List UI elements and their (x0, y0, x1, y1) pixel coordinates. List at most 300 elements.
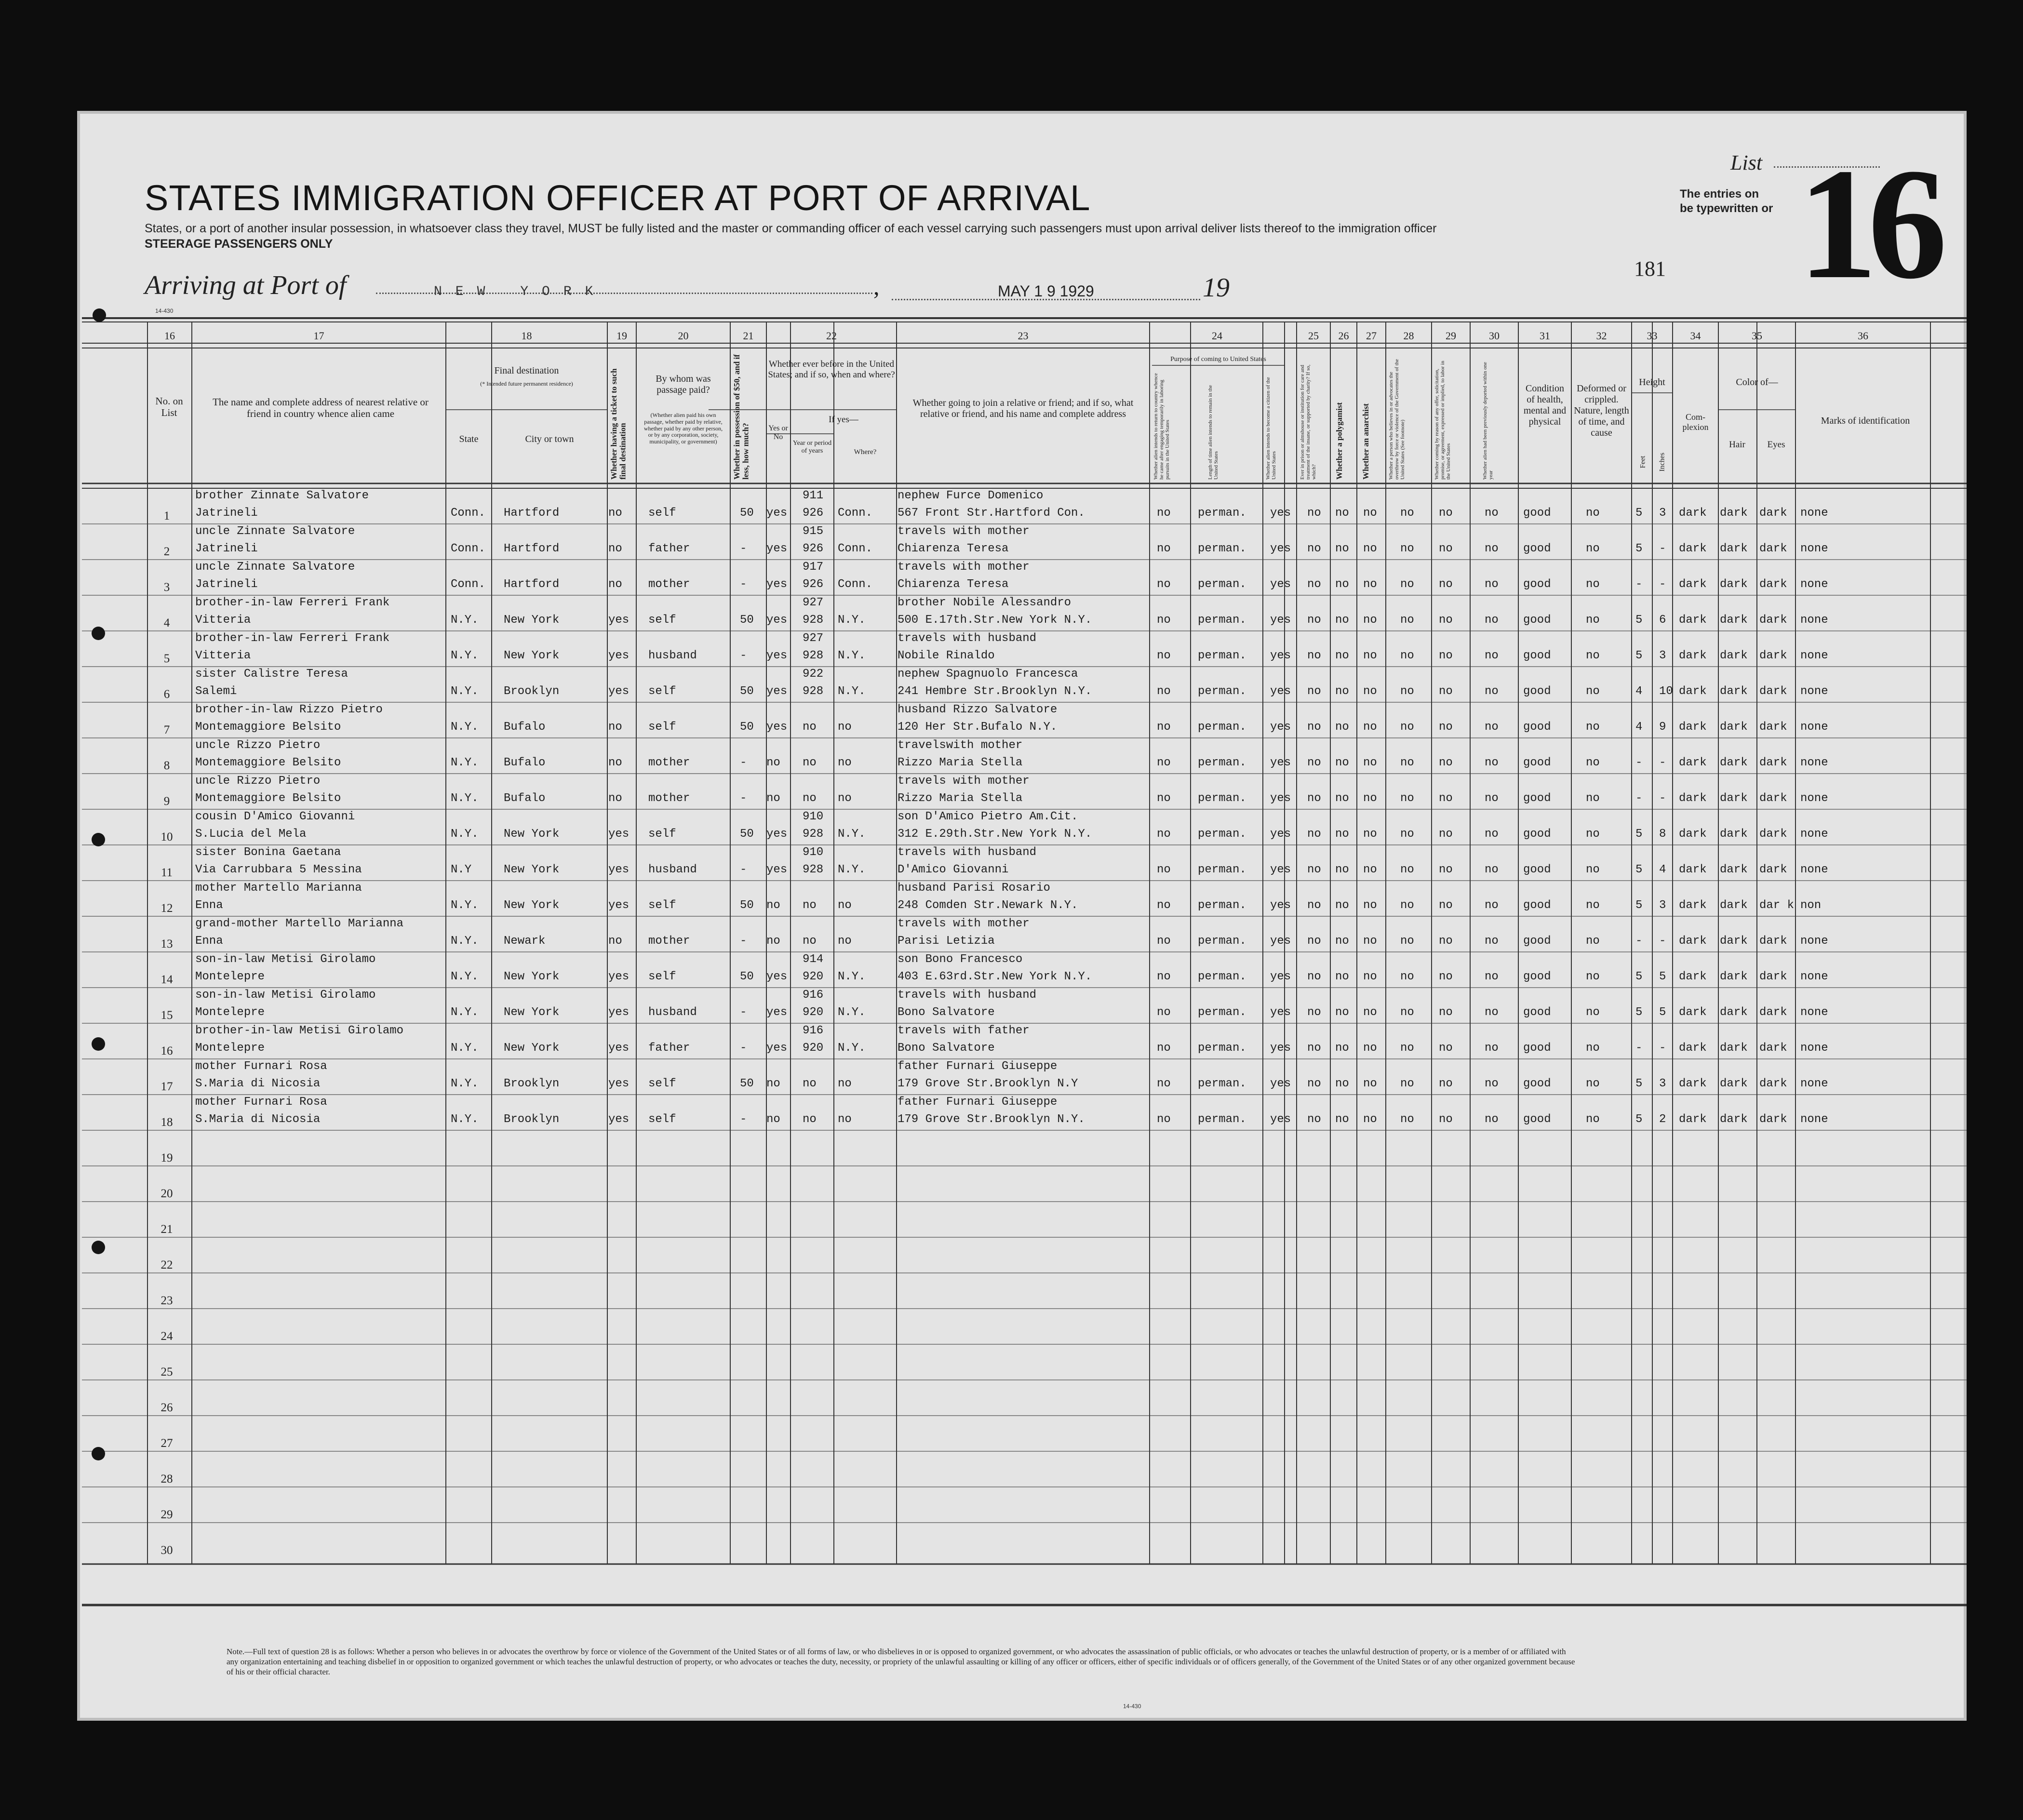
cell-c28: no (1400, 507, 1414, 520)
header-polygamist: Whether a polygamist (1335, 402, 1344, 480)
header-no-on-list: No. on List (155, 395, 183, 419)
cell-join1: travels with mother (898, 561, 1030, 574)
cell-yr2: no (803, 1113, 817, 1126)
cell-yr2: 926 (803, 507, 824, 520)
cell-c30: no (1485, 970, 1499, 983)
header-relative: The name and complete address of nearest relative or friend in country whence alien came (213, 396, 429, 420)
cell-rel1: cousin D'Amico Giovanni (195, 810, 355, 823)
header-purpose-length: Length of time alien intends to remain in the United States (1207, 385, 1219, 480)
header-feet: Feet (1639, 455, 1647, 468)
cell-ft: 5 (1635, 899, 1643, 912)
cell-ticket: no (608, 935, 622, 948)
cell-where: N.Y. (838, 1042, 866, 1055)
cell-rel2: S.Lucia del Mela (195, 828, 307, 841)
cell-comp: dark (1679, 1113, 1707, 1126)
cell-eyes: dark (1759, 1042, 1787, 1055)
cell-city: New York (504, 649, 560, 662)
cell-cit: yes (1270, 899, 1291, 912)
cell-yr2: 928 (803, 649, 824, 662)
cell-def: no (1586, 792, 1600, 805)
cell-yr2: 920 (803, 1006, 824, 1019)
cell-where: no (838, 792, 852, 805)
cell-state: Conn. (451, 578, 486, 591)
cell-hair: dark (1720, 970, 1748, 983)
header-yes-no: Yes or No (768, 424, 788, 442)
cell-inch: 6 (1659, 614, 1666, 627)
cell-def: no (1586, 542, 1600, 555)
binding-hole (92, 1241, 105, 1254)
cell-city: Bufalo (504, 721, 546, 734)
cell-health: good (1523, 1042, 1551, 1055)
cell-join2: 120 Her Str.Bufalo N.Y. (898, 721, 1058, 734)
header-passage-note: (Whether alien paid his own passage, whether paid by relative, whether paid by any other person, or by any corporation, society, municipality, or government) (643, 412, 723, 445)
cell-yr1: 911 (803, 489, 824, 502)
cell-def: no (1586, 614, 1600, 627)
cell-inch: 5 (1659, 970, 1666, 983)
cell-c30: no (1485, 578, 1499, 591)
col-num-16: 16 (164, 330, 175, 342)
cell-marks: none (1800, 1042, 1828, 1055)
cell-where: N.Y. (838, 1006, 866, 1019)
cell-eyes: dark (1759, 614, 1787, 627)
cell-c28: no (1400, 1077, 1414, 1090)
cell-paid: father (648, 1042, 690, 1055)
cell-inch: 5 (1659, 1006, 1666, 1019)
cell-c26: no (1335, 1113, 1349, 1126)
cell-rel1: sister Bonina Gaetana (195, 846, 341, 859)
cell-yr2: no (803, 1077, 817, 1090)
cell-eyes: dark (1759, 792, 1787, 805)
cell-c29: no (1439, 614, 1453, 627)
cell-len: perman. (1198, 899, 1246, 912)
port-value: NEW YORK (434, 284, 607, 299)
cell-rel1: mother Furnari Rosa (195, 1096, 327, 1109)
cell-c28: no (1400, 899, 1414, 912)
cell-rel2: S.Maria di Nicosia (195, 1077, 321, 1090)
cell-yr1: 914 (803, 953, 824, 966)
cell-marks: none (1800, 828, 1828, 841)
cell-ret: no (1157, 721, 1171, 734)
cell-ret: no (1157, 792, 1171, 805)
cell-c30: no (1485, 507, 1499, 520)
cell-comp: dark (1679, 1042, 1707, 1055)
cell-paid: self (648, 614, 676, 627)
cell-money: 50 (740, 507, 754, 520)
cell-c27: no (1363, 542, 1377, 555)
cell-yr2: 928 (803, 685, 824, 698)
cell-health: good (1523, 899, 1551, 912)
cell-len: perman. (1198, 685, 1246, 698)
cell-money: - (740, 863, 747, 876)
cell-city: Bufalo (504, 792, 546, 805)
cell-yn: no (766, 935, 780, 948)
cell-yn: yes (766, 614, 788, 627)
cell-c29: no (1439, 792, 1453, 805)
cell-rel1: sister Calistre Teresa (195, 668, 348, 681)
cell-state: N.Y. (451, 1042, 479, 1055)
arriving-label: Arriving at Port of (145, 270, 347, 300)
cell-cit: yes (1270, 578, 1291, 591)
cell-hair: dark (1720, 542, 1748, 555)
cell-state: N.Y. (451, 970, 479, 983)
cell-join2: 179 Grove Str.Brooklyn N.Y. (898, 1113, 1085, 1126)
cell-def: no (1586, 1006, 1600, 1019)
cell-cit: yes (1270, 756, 1291, 769)
col-num-18: 18 (521, 330, 532, 342)
cell-len: perman. (1198, 756, 1246, 769)
row-number: 8 (163, 759, 170, 772)
cell-ft: - (1635, 935, 1643, 948)
cell-city: Brooklyn (504, 685, 560, 698)
header-marks: Marks of identification (1821, 415, 1910, 426)
header-complexion: Com-plexion (1682, 412, 1709, 432)
cell-inch: - (1659, 756, 1666, 769)
cell-hair: dark (1720, 578, 1748, 591)
cell-comp: dark (1679, 507, 1707, 520)
cell-c29: no (1439, 1006, 1453, 1019)
cell-ret: no (1157, 685, 1171, 698)
cell-join1: travels with husband (898, 989, 1037, 1002)
cell-c26: no (1335, 507, 1349, 520)
col-num-32: 32 (1596, 330, 1607, 342)
cell-join1: travels with mother (898, 917, 1030, 930)
cell-join1: travels with husband (898, 846, 1037, 859)
cell-where: no (838, 756, 852, 769)
cell-def: no (1586, 649, 1600, 662)
cell-eyes: dark (1759, 1113, 1787, 1126)
cell-yr2: no (803, 756, 817, 769)
cell-money: - (740, 792, 747, 805)
header-ever-before: Whether ever before in the United States; and if so, when and where? (768, 359, 895, 380)
header-hair: Hair (1729, 440, 1745, 450)
cell-health: good (1523, 685, 1551, 698)
cell-c25: no (1307, 721, 1321, 734)
header-health: Condition of health, mental and physical (1523, 383, 1567, 427)
cell-yn: yes (766, 685, 788, 698)
cell-yr2: no (803, 935, 817, 948)
cell-eyes: dar k (1759, 899, 1795, 912)
cell-c26: no (1335, 614, 1349, 627)
cell-yn: yes (766, 970, 788, 983)
cell-cit: yes (1270, 685, 1291, 698)
cell-comp: dark (1679, 1077, 1707, 1090)
cell-yr1: 922 (803, 668, 824, 681)
cell-ft: 5 (1635, 1113, 1643, 1126)
cell-health: good (1523, 756, 1551, 769)
cell-def: no (1586, 1077, 1600, 1090)
cell-state: N.Y. (451, 899, 479, 912)
row-number: 7 (163, 723, 170, 736)
cell-c27: no (1363, 1006, 1377, 1019)
cell-yr1: 927 (803, 632, 824, 645)
arrival-date: MAY 1 9 1929 (998, 282, 1094, 300)
cell-where: no (838, 935, 852, 948)
cell-rel1: brother-in-law Metisi Girolamo (195, 1024, 404, 1037)
row-number: 26 (161, 1401, 173, 1414)
cell-c25: no (1307, 1006, 1321, 1019)
cell-yr2: 928 (803, 614, 824, 627)
cell-join2: D'Amico Giovanni (898, 863, 1009, 876)
cell-eyes: dark (1759, 649, 1787, 662)
cell-len: perman. (1198, 578, 1246, 591)
cell-hair: dark (1720, 792, 1748, 805)
cell-comp: dark (1679, 863, 1707, 876)
cell-c30: no (1485, 1113, 1499, 1126)
binding-hole (92, 627, 105, 640)
cell-state: N.Y (451, 863, 472, 876)
cell-city: New York (504, 828, 560, 841)
cell-money: 50 (740, 828, 754, 841)
cell-c27: no (1363, 649, 1377, 662)
cell-health: good (1523, 792, 1551, 805)
cell-ticket: no (608, 542, 622, 555)
page-title: STATES IMMIGRATION OFFICER AT PORT OF ARRIVAL (145, 178, 1091, 218)
cell-c26: no (1335, 899, 1349, 912)
cell-join1: travels with father (898, 1024, 1030, 1037)
cell-def: no (1586, 970, 1600, 983)
cell-rel1: brother Zinnate Salvatore (195, 489, 369, 502)
cell-rel1: uncle Zinnate Salvatore (195, 525, 355, 538)
cell-money: - (740, 1113, 747, 1126)
footer-form-number: 14-430 (1123, 1703, 1141, 1710)
cell-where: N.Y. (838, 614, 866, 627)
cell-join2: Chiarenza Teresa (898, 578, 1009, 591)
cell-ticket: no (608, 578, 622, 591)
cell-join1: nephew Furce Domenico (898, 489, 1044, 502)
cell-yr2: 928 (803, 863, 824, 876)
header-purpose: Purpose of coming to United States (1170, 356, 1266, 363)
cell-c27: no (1363, 578, 1377, 591)
cell-health: good (1523, 1113, 1551, 1126)
cell-hair: dark (1720, 863, 1748, 876)
cell-yr1: 927 (803, 596, 824, 609)
cell-yr2: 920 (803, 970, 824, 983)
cell-marks: none (1800, 542, 1828, 555)
cell-paid: mother (648, 578, 690, 591)
header-deported: Whether alien had been previously deported within one year (1482, 361, 1494, 480)
cell-inch: 3 (1659, 507, 1666, 520)
binding-hole (93, 308, 106, 322)
cell-health: good (1523, 935, 1551, 948)
cell-yn: yes (766, 1042, 788, 1055)
cell-city: New York (504, 899, 560, 912)
header-inches: Inches (1658, 453, 1666, 472)
cell-state: N.Y. (451, 828, 479, 841)
cell-where: N.Y. (838, 649, 866, 662)
entries-note-line-1: The entries on (1680, 187, 1759, 201)
cell-c30: no (1485, 721, 1499, 734)
cell-city: Brooklyn (504, 1077, 560, 1090)
cell-c26: no (1335, 685, 1349, 698)
cell-rel1: uncle Rizzo Pietro (195, 739, 321, 752)
cell-def: no (1586, 507, 1600, 520)
cell-ft: - (1635, 792, 1643, 805)
cell-eyes: dark (1759, 685, 1787, 698)
cell-state: N.Y. (451, 649, 479, 662)
cell-c30: no (1485, 863, 1499, 876)
cell-join1: travels with mother (898, 775, 1030, 788)
cell-len: perman. (1198, 935, 1246, 948)
cell-ticket: yes (608, 685, 630, 698)
cell-eyes: dark (1759, 1077, 1787, 1090)
cell-cit: yes (1270, 792, 1291, 805)
cell-c26: no (1335, 756, 1349, 769)
cell-yr1: 910 (803, 810, 824, 823)
cell-c29: no (1439, 756, 1453, 769)
cell-c26: no (1335, 935, 1349, 948)
cell-rel1: brother-in-law Ferreri Frank (195, 632, 390, 645)
cell-city: New York (504, 970, 560, 983)
binding-hole (92, 1037, 105, 1051)
cell-comp: dark (1679, 649, 1707, 662)
row-number: 30 (161, 1544, 173, 1557)
cell-where: Conn. (838, 542, 873, 555)
col-num-26: 26 (1338, 330, 1349, 342)
cell-inch: 8 (1659, 828, 1666, 841)
cell-len: perman. (1198, 649, 1246, 662)
cell-rel1: grand-mother Martello Marianna (195, 917, 404, 930)
cell-state: N.Y. (451, 1113, 479, 1126)
cell-join1: husband Rizzo Salvatore (898, 703, 1058, 716)
cell-ret: no (1157, 1042, 1171, 1055)
cell-c30: no (1485, 828, 1499, 841)
cell-c29: no (1439, 828, 1453, 841)
cell-len: perman. (1198, 863, 1246, 876)
cell-state: N.Y. (451, 685, 479, 698)
steerage-label: STEERAGE PASSENGERS ONLY (145, 237, 333, 251)
cell-c26: no (1335, 1006, 1349, 1019)
cell-ticket: yes (608, 1006, 630, 1019)
cell-comp: dark (1679, 899, 1707, 912)
cell-c29: no (1439, 507, 1453, 520)
cell-ticket: yes (608, 899, 630, 912)
cell-c28: no (1400, 685, 1414, 698)
cell-state: N.Y. (451, 721, 479, 734)
header-subtitle: States, or a port of another insular possession, in whatsoever class they travel, MUST be fully listed and the master or commanding officer of each vessel carrying such passengers must upon arrival deliver lists thereof to the immigration officer (145, 222, 1437, 235)
cell-join2: Parisi Letizia (898, 935, 995, 948)
cell-paid: self (648, 721, 676, 734)
col-num-22: 22 (826, 330, 837, 342)
cell-marks: none (1800, 1006, 1828, 1019)
cell-c27: no (1363, 1042, 1377, 1055)
cell-c26: no (1335, 970, 1349, 983)
cell-c25: no (1307, 970, 1321, 983)
header-final-destination: Final destination (494, 365, 559, 376)
header-overthrow: Whether a person who believes in or advocates the overthrow by force or violence of the Government of the United States (See footnote) (1388, 359, 1406, 480)
cell-paid: husband (648, 649, 697, 662)
cell-cit: yes (1270, 1113, 1291, 1126)
cell-inch: 10 (1659, 685, 1673, 698)
cell-hair: dark (1720, 614, 1748, 627)
cell-yr2: 926 (803, 578, 824, 591)
cell-paid: father (648, 542, 690, 555)
row-number: 10 (161, 830, 173, 843)
row-number: 18 (161, 1116, 173, 1129)
cell-join2: Bono Salvatore (898, 1042, 995, 1055)
header-joining: Whether going to join a relative or friend; and if so, what relative or friend, and his name and complete address (912, 398, 1134, 419)
cell-c30: no (1485, 792, 1499, 805)
cell-yn: no (766, 899, 780, 912)
cell-money: - (740, 1042, 747, 1055)
cell-ft: 5 (1635, 542, 1643, 555)
cell-hair: dark (1720, 1042, 1748, 1055)
cell-len: perman. (1198, 1113, 1246, 1126)
cell-hair: dark (1720, 756, 1748, 769)
row-number: 25 (161, 1365, 173, 1378)
header-anarchist: Whether an anarchist (1361, 403, 1370, 480)
cell-cit: yes (1270, 721, 1291, 734)
header-height: Height (1639, 377, 1665, 388)
cell-rel1: son-in-law Metisi Girolamo (195, 989, 376, 1002)
cell-len: perman. (1198, 721, 1246, 734)
cell-ft: 5 (1635, 828, 1643, 841)
cell-ft: 4 (1635, 685, 1643, 698)
cell-c29: no (1439, 1042, 1453, 1055)
cell-money: 50 (740, 970, 754, 983)
header-purpose-return: Whether alien intends to return to country whence he came after engaging temporarily in laboring pursuits in the United States (1153, 373, 1171, 480)
cell-where: no (838, 721, 852, 734)
cell-ft: 5 (1635, 970, 1643, 983)
cell-inch: 3 (1659, 649, 1666, 662)
cell-rel2: Vitteria (195, 614, 251, 627)
cell-comp: dark (1679, 721, 1707, 734)
cell-len: perman. (1198, 1006, 1246, 1019)
cell-rel2: Salemi (195, 685, 237, 698)
cell-c26: no (1335, 1077, 1349, 1090)
cell-money: - (740, 649, 747, 662)
header-passage-paid: By whom was passage paid? (656, 374, 711, 395)
cell-join1: father Furnari Giuseppe (898, 1060, 1058, 1073)
cell-c25: no (1307, 542, 1321, 555)
cell-c28: no (1400, 578, 1414, 591)
cell-rel2: Montelepre (195, 1006, 265, 1019)
cell-where: Conn. (838, 578, 873, 591)
cell-health: good (1523, 1077, 1551, 1090)
cell-c28: no (1400, 792, 1414, 805)
cell-rel2: Montemaggiore Belsito (195, 721, 341, 734)
cell-health: good (1523, 721, 1551, 734)
cell-rel2: Jatrineli (195, 507, 258, 520)
form-number: 14-430 (155, 308, 174, 314)
cell-health: good (1523, 863, 1551, 876)
cell-comp: dark (1679, 756, 1707, 769)
cell-eyes: dark (1759, 970, 1787, 983)
cell-yr2: no (803, 721, 817, 734)
cell-state: Conn. (451, 507, 486, 520)
cell-state: N.Y. (451, 935, 479, 948)
cell-c28: no (1400, 756, 1414, 769)
cell-eyes: dark (1759, 507, 1787, 520)
cell-join2: Rizzo Maria Stella (898, 792, 1023, 805)
cell-state: N.Y. (451, 1006, 479, 1019)
cell-yr1: 916 (803, 989, 824, 1002)
cell-yn: no (766, 1077, 780, 1090)
header-where: Where? (854, 448, 877, 456)
row-number: 11 (161, 866, 173, 879)
cell-paid: mother (648, 792, 690, 805)
cell-eyes: dark (1759, 721, 1787, 734)
cell-marks: none (1800, 863, 1828, 876)
binding-hole (92, 833, 105, 846)
cell-c25: no (1307, 578, 1321, 591)
cell-where: no (838, 1113, 852, 1126)
row-number: 24 (161, 1330, 173, 1343)
cell-city: Brooklyn (504, 1113, 560, 1126)
cell-join1: nephew Spagnuolo Francesca (898, 668, 1078, 681)
row-number: 1 (163, 509, 170, 522)
cell-money: 50 (740, 1077, 754, 1090)
cell-rel2: Montemaggiore Belsito (195, 792, 341, 805)
